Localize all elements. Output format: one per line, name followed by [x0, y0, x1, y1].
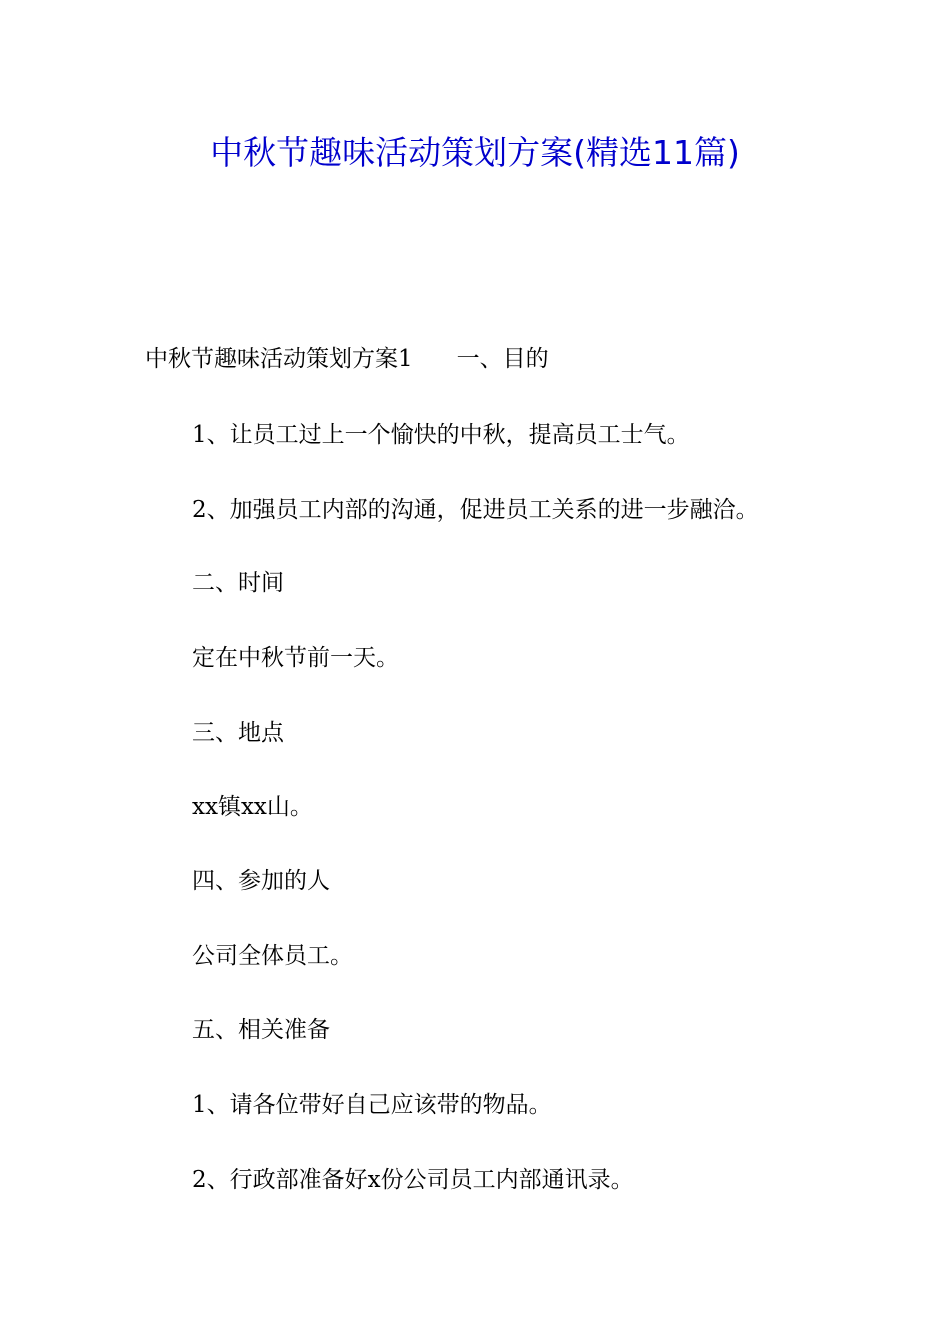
heading-location: 三、地点: [192, 720, 284, 746]
heading-participants: 四、参加的人: [192, 868, 330, 894]
paragraph-preparation-1: 1、请各位带好自己应该带的物品。: [192, 1092, 552, 1118]
heading-purpose: 一、目的: [456, 346, 549, 372]
paragraph-purpose-1: 1、让员工过上一个愉快的中秋，提高员工士气。: [192, 422, 690, 448]
section-heading-line: [145, 342, 549, 376]
paragraph-location: xx镇xx山。: [192, 794, 313, 820]
heading-preparation: 五、相关准备: [192, 1017, 330, 1043]
section-heading: 中秋节趣味活动策划方案1: [145, 346, 413, 372]
paragraph-participants: 公司全体员工。: [192, 943, 353, 969]
paragraph-purpose-2: 2、加强员工内部的沟通，促进员工关系的进一步融洽。: [192, 497, 759, 523]
paragraph-time: 定在中秋节前一天。: [192, 645, 399, 671]
paragraph-preparation-2: 2、行政部准备好x份公司员工内部通讯录。: [192, 1167, 634, 1193]
document-title: 中秋节趣味活动策划方案(精选11篇): [210, 133, 740, 172]
heading-time: 二、时间: [192, 570, 284, 596]
